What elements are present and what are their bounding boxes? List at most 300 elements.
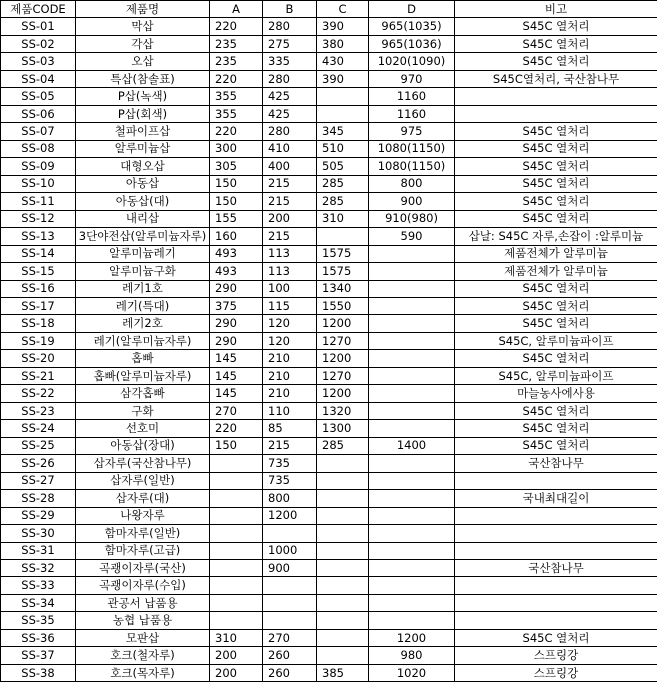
- table-row: [1, 245, 657, 262]
- dimension-a-cell: 493: [210, 263, 263, 280]
- dimension-c-cell: [317, 455, 369, 472]
- product-code-cell: SS-19: [1, 332, 76, 349]
- table-row: [1, 560, 657, 577]
- product-name-cell: P삽(회색): [76, 105, 210, 122]
- dimension-c-cell: 430: [317, 53, 369, 70]
- header-note: 비고: [455, 1, 657, 18]
- dimension-c-cell: 345: [317, 123, 369, 140]
- dimension-b-cell: 425: [263, 105, 317, 122]
- dimension-a-cell: 200: [210, 664, 263, 681]
- dimension-a-cell: 220: [210, 123, 263, 140]
- product-name-cell: 레기(알루미늄자루): [76, 332, 210, 349]
- dimension-d-cell: 1080(1150): [369, 140, 455, 157]
- dimension-a-cell: 300: [210, 140, 263, 157]
- dimension-a-cell: 220: [210, 70, 263, 87]
- table-row: [1, 455, 657, 472]
- product-code-cell: SS-05: [1, 88, 76, 105]
- product-code-cell: SS-35: [1, 612, 76, 629]
- dimension-b-cell: 120: [263, 332, 317, 349]
- note-cell: S45C 열처리: [455, 123, 657, 140]
- dimension-c-cell: 1200: [317, 315, 369, 332]
- product-name-cell: 관공서 납품용: [76, 594, 210, 611]
- product-name-cell: 막삽: [76, 18, 210, 35]
- product-code-cell: SS-27: [1, 472, 76, 489]
- dimension-c-cell: 510: [317, 140, 369, 157]
- dimension-b-cell: 113: [263, 263, 317, 280]
- product-name-cell: 호크(목자루): [76, 664, 210, 681]
- product-code-cell: SS-28: [1, 490, 76, 507]
- dimension-c-cell: 380: [317, 35, 369, 52]
- product-name-cell: 철파이프삽: [76, 123, 210, 140]
- note-cell: S45C 열처리: [455, 140, 657, 157]
- dimension-c-cell: 1270: [317, 332, 369, 349]
- dimension-c-cell: [317, 577, 369, 594]
- note-cell: 국산참나무: [455, 455, 657, 472]
- product-name-cell: 내리삽: [76, 210, 210, 227]
- dimension-c-cell: 310: [317, 210, 369, 227]
- dimension-a-cell: [210, 472, 263, 489]
- dimension-d-cell: [369, 280, 455, 297]
- note-cell: 국산참나무: [455, 560, 657, 577]
- dimension-b-cell: 280: [263, 123, 317, 140]
- dimension-b-cell: [263, 612, 317, 629]
- note-cell: 스프링강: [455, 664, 657, 681]
- note-cell: S45C 열처리: [455, 315, 657, 332]
- product-code-cell: SS-34: [1, 594, 76, 611]
- dimension-b-cell: 115: [263, 297, 317, 314]
- table-row: [1, 53, 657, 70]
- product-code-cell: SS-26: [1, 455, 76, 472]
- dimension-a-cell: 220: [210, 420, 263, 437]
- dimension-b-cell: 200: [263, 210, 317, 227]
- product-code-cell: SS-16: [1, 280, 76, 297]
- dimension-d-cell: 1400: [369, 437, 455, 454]
- dimension-b-cell: 260: [263, 647, 317, 664]
- dimension-a-cell: 150: [210, 193, 263, 210]
- product-name-cell: 삼각홉빠: [76, 385, 210, 402]
- product-code-cell: SS-02: [1, 35, 76, 52]
- header-row: [1, 1, 657, 18]
- note-cell: [455, 525, 657, 542]
- dimension-a-cell: 160: [210, 228, 263, 245]
- header-c: C: [317, 1, 369, 18]
- dimension-b-cell: 210: [263, 385, 317, 402]
- table-row: [1, 175, 657, 192]
- dimension-b-cell: 735: [263, 455, 317, 472]
- dimension-c-cell: 1200: [317, 385, 369, 402]
- dimension-c-cell: 285: [317, 437, 369, 454]
- product-name-cell: 홉빠(알루미늄자루): [76, 367, 210, 384]
- dimension-a-cell: 290: [210, 332, 263, 349]
- dimension-a-cell: 493: [210, 245, 263, 262]
- dimension-d-cell: [369, 507, 455, 524]
- dimension-c-cell: [317, 472, 369, 489]
- table-row: [1, 70, 657, 87]
- note-cell: S45C 열처리: [455, 175, 657, 192]
- note-cell: 마늘농사에사용: [455, 385, 657, 402]
- note-cell: [455, 542, 657, 559]
- product-name-cell: 레기2호: [76, 315, 210, 332]
- dimension-d-cell: [369, 525, 455, 542]
- dimension-b-cell: [263, 525, 317, 542]
- dimension-d-cell: [369, 490, 455, 507]
- header-product-code: 제품CODE: [1, 1, 76, 18]
- dimension-c-cell: 1575: [317, 263, 369, 280]
- product-name-cell: 알루미늄구화: [76, 263, 210, 280]
- product-name-cell: 대형오삽: [76, 158, 210, 175]
- dimension-a-cell: [210, 577, 263, 594]
- dimension-d-cell: [369, 594, 455, 611]
- product-code-cell: SS-15: [1, 263, 76, 280]
- dimension-c-cell: [317, 612, 369, 629]
- product-code-cell: SS-06: [1, 105, 76, 122]
- dimension-d-cell: 970: [369, 70, 455, 87]
- dimension-a-cell: 145: [210, 350, 263, 367]
- table-row: [1, 123, 657, 140]
- table-row: [1, 612, 657, 629]
- header-d: D: [369, 1, 455, 18]
- dimension-d-cell: [369, 350, 455, 367]
- note-cell: S45C 열처리: [455, 402, 657, 419]
- dimension-c-cell: [317, 542, 369, 559]
- dimension-d-cell: [369, 577, 455, 594]
- product-code-cell: SS-14: [1, 245, 76, 262]
- table-row: [1, 664, 657, 681]
- product-code-cell: SS-17: [1, 297, 76, 314]
- dimension-b-cell: 425: [263, 88, 317, 105]
- note-cell: S45C 열처리: [455, 53, 657, 70]
- dimension-b-cell: 410: [263, 140, 317, 157]
- product-code-cell: SS-10: [1, 175, 76, 192]
- note-cell: S45C 열처리: [455, 350, 657, 367]
- dimension-a-cell: 235: [210, 53, 263, 70]
- dimension-c-cell: [317, 507, 369, 524]
- dimension-a-cell: 355: [210, 105, 263, 122]
- note-cell: 스프링강: [455, 647, 657, 664]
- dimension-d-cell: [369, 263, 455, 280]
- dimension-a-cell: [210, 507, 263, 524]
- dimension-c-cell: 1300: [317, 420, 369, 437]
- table-row: [1, 542, 657, 559]
- dimension-b-cell: 215: [263, 193, 317, 210]
- product-name-cell: 3단야전삽(알루미늄자루): [76, 228, 210, 245]
- table-row: [1, 263, 657, 280]
- note-cell: S45C 열처리: [455, 297, 657, 314]
- table-row: [1, 420, 657, 437]
- product-name-cell: 알루미늄삽: [76, 140, 210, 157]
- dimension-c-cell: 1320: [317, 402, 369, 419]
- dimension-b-cell: 280: [263, 70, 317, 87]
- product-code-cell: SS-22: [1, 385, 76, 402]
- dimension-c-cell: [317, 88, 369, 105]
- product-name-cell: 각삽: [76, 35, 210, 52]
- product-name-cell: 호크(철자루): [76, 647, 210, 664]
- dimension-d-cell: [369, 560, 455, 577]
- dimension-b-cell: 1200: [263, 507, 317, 524]
- dimension-c-cell: 390: [317, 18, 369, 35]
- dimension-d-cell: 1160: [369, 105, 455, 122]
- product-code-cell: SS-31: [1, 542, 76, 559]
- product-name-cell: 함마자루(고급): [76, 542, 210, 559]
- product-code-cell: SS-09: [1, 158, 76, 175]
- dimension-d-cell: [369, 315, 455, 332]
- dimension-b-cell: 270: [263, 629, 317, 646]
- product-code-cell: SS-21: [1, 367, 76, 384]
- product-code-cell: SS-11: [1, 193, 76, 210]
- dimension-b-cell: 275: [263, 35, 317, 52]
- note-cell: [455, 577, 657, 594]
- table-row: [1, 647, 657, 664]
- dimension-a-cell: 310: [210, 629, 263, 646]
- product-code-cell: SS-04: [1, 70, 76, 87]
- dimension-d-cell: [369, 455, 455, 472]
- table-row: [1, 18, 657, 35]
- dimension-a-cell: 145: [210, 367, 263, 384]
- table-row: [1, 140, 657, 157]
- product-name-cell: 아동삽: [76, 175, 210, 192]
- dimension-d-cell: [369, 332, 455, 349]
- header-product-name: 제품명: [76, 1, 210, 18]
- dimension-c-cell: 285: [317, 193, 369, 210]
- note-cell: S45C 열처리: [455, 629, 657, 646]
- dimension-c-cell: [317, 490, 369, 507]
- table-row: [1, 210, 657, 227]
- dimension-a-cell: 375: [210, 297, 263, 314]
- product-code-cell: SS-18: [1, 315, 76, 332]
- dimension-d-cell: 1080(1150): [369, 158, 455, 175]
- product-code-cell: SS-37: [1, 647, 76, 664]
- table-row: [1, 472, 657, 489]
- note-cell: S45C 열처리: [455, 193, 657, 210]
- note-cell: 제품전체가 알루미늄: [455, 245, 657, 262]
- product-name-cell: 삽자루(대): [76, 490, 210, 507]
- product-code-cell: SS-30: [1, 525, 76, 542]
- product-code-cell: SS-36: [1, 629, 76, 646]
- dimension-b-cell: 120: [263, 315, 317, 332]
- note-cell: [455, 594, 657, 611]
- product-code-cell: SS-25: [1, 437, 76, 454]
- table-row: [1, 193, 657, 210]
- note-cell: [455, 88, 657, 105]
- header-a: A: [210, 1, 263, 18]
- dimension-b-cell: 800: [263, 490, 317, 507]
- dimension-c-cell: [317, 105, 369, 122]
- product-code-cell: SS-13: [1, 228, 76, 245]
- dimension-b-cell: 215: [263, 437, 317, 454]
- dimension-a-cell: [210, 525, 263, 542]
- table-row: [1, 367, 657, 384]
- dimension-b-cell: 260: [263, 664, 317, 681]
- dimension-d-cell: 590: [369, 228, 455, 245]
- dimension-b-cell: 100: [263, 280, 317, 297]
- product-name-cell: 모판삽: [76, 629, 210, 646]
- dimension-d-cell: [369, 612, 455, 629]
- table-row: [1, 315, 657, 332]
- product-code-cell: SS-20: [1, 350, 76, 367]
- dimension-b-cell: 215: [263, 175, 317, 192]
- dimension-d-cell: 975: [369, 123, 455, 140]
- table-row: [1, 594, 657, 611]
- dimension-d-cell: [369, 367, 455, 384]
- dimension-d-cell: 1020(1090): [369, 53, 455, 70]
- product-name-cell: 아동삽(장대): [76, 437, 210, 454]
- dimension-a-cell: [210, 594, 263, 611]
- dimension-a-cell: [210, 455, 263, 472]
- dimension-c-cell: 390: [317, 70, 369, 87]
- dimension-c-cell: [317, 525, 369, 542]
- product-name-cell: 알루미늄레기: [76, 245, 210, 262]
- dimension-c-cell: [317, 594, 369, 611]
- product-code-cell: SS-23: [1, 402, 76, 419]
- dimension-d-cell: 910(980): [369, 210, 455, 227]
- note-cell: [455, 507, 657, 524]
- dimension-c-cell: [317, 647, 369, 664]
- product-name-cell: 레기1호: [76, 280, 210, 297]
- dimension-c-cell: 1575: [317, 245, 369, 262]
- product-name-cell: 삽자루(국산참나무): [76, 455, 210, 472]
- dimension-b-cell: 280: [263, 18, 317, 35]
- product-code-cell: SS-01: [1, 18, 76, 35]
- note-cell: S45C 열처리: [455, 158, 657, 175]
- product-name-cell: 아동삽(대): [76, 193, 210, 210]
- dimension-d-cell: 800: [369, 175, 455, 192]
- note-cell: S45C 열처리: [455, 35, 657, 52]
- dimension-d-cell: 900: [369, 193, 455, 210]
- dimension-a-cell: 290: [210, 280, 263, 297]
- dimension-b-cell: 210: [263, 350, 317, 367]
- product-code-cell: SS-32: [1, 560, 76, 577]
- dimension-a-cell: 290: [210, 315, 263, 332]
- product-name-cell: 곡괭이자루(수입): [76, 577, 210, 594]
- product-name-cell: 함마자루(일반): [76, 525, 210, 542]
- dimension-c-cell: 505: [317, 158, 369, 175]
- dimension-d-cell: [369, 472, 455, 489]
- dimension-d-cell: 1160: [369, 88, 455, 105]
- table-row: [1, 228, 657, 245]
- dimension-d-cell: [369, 297, 455, 314]
- note-cell: 제품전체가 알루미늄: [455, 263, 657, 280]
- product-code-cell: SS-08: [1, 140, 76, 157]
- dimension-c-cell: 1340: [317, 280, 369, 297]
- table-row: [1, 88, 657, 105]
- dimension-b-cell: 400: [263, 158, 317, 175]
- table-row: [1, 35, 657, 52]
- dimension-b-cell: 110: [263, 402, 317, 419]
- note-cell: 삽날: S45C 자루,손잡이 :알루미늄: [455, 228, 657, 245]
- product-code-cell: SS-29: [1, 507, 76, 524]
- product-name-cell: 곡괭이자루(국산): [76, 560, 210, 577]
- dimension-b-cell: 210: [263, 367, 317, 384]
- dimension-b-cell: 735: [263, 472, 317, 489]
- product-code-cell: SS-38: [1, 664, 76, 681]
- table-row: [1, 402, 657, 419]
- table-row: [1, 280, 657, 297]
- dimension-a-cell: 145: [210, 385, 263, 402]
- dimension-a-cell: 200: [210, 647, 263, 664]
- dimension-d-cell: [369, 420, 455, 437]
- dimension-d-cell: [369, 402, 455, 419]
- dimension-c-cell: 1270: [317, 367, 369, 384]
- note-cell: S45C, 알루미늄파이프: [455, 332, 657, 349]
- note-cell: S45C, 알루미늄파이프: [455, 367, 657, 384]
- dimension-a-cell: 270: [210, 402, 263, 419]
- table-row: [1, 105, 657, 122]
- product-code-cell: SS-24: [1, 420, 76, 437]
- dimension-a-cell: [210, 560, 263, 577]
- dimension-d-cell: 965(1035): [369, 18, 455, 35]
- dimension-b-cell: 113: [263, 245, 317, 262]
- dimension-c-cell: 1550: [317, 297, 369, 314]
- table-row: [1, 577, 657, 594]
- product-name-cell: 홉빠: [76, 350, 210, 367]
- note-cell: S45C 열처리: [455, 420, 657, 437]
- table-row: [1, 385, 657, 402]
- product-name-cell: 삽자루(일반): [76, 472, 210, 489]
- dimension-c-cell: [317, 228, 369, 245]
- product-name-cell: 오삽: [76, 53, 210, 70]
- dimension-c-cell: 1200: [317, 350, 369, 367]
- product-name-cell: 특삽(참솔표): [76, 70, 210, 87]
- dimension-a-cell: [210, 490, 263, 507]
- dimension-d-cell: 965(1036): [369, 35, 455, 52]
- dimension-a-cell: 150: [210, 437, 263, 454]
- dimension-a-cell: 355: [210, 88, 263, 105]
- table-row: [1, 332, 657, 349]
- dimension-b-cell: 1000: [263, 542, 317, 559]
- product-name-cell: 구화: [76, 402, 210, 419]
- dimension-a-cell: 220: [210, 18, 263, 35]
- dimension-b-cell: [263, 594, 317, 611]
- table-row: [1, 297, 657, 314]
- dimension-b-cell: [263, 577, 317, 594]
- dimension-c-cell: [317, 560, 369, 577]
- table-row: [1, 629, 657, 646]
- product-name-cell: 나왕자루: [76, 507, 210, 524]
- dimension-d-cell: 980: [369, 647, 455, 664]
- note-cell: S45C 열처리: [455, 18, 657, 35]
- product-name-cell: 레기(특대): [76, 297, 210, 314]
- dimension-b-cell: 85: [263, 420, 317, 437]
- dimension-b-cell: 215: [263, 228, 317, 245]
- note-cell: S45C열처리, 국산참나무: [455, 70, 657, 87]
- table-row: [1, 507, 657, 524]
- table-row: [1, 490, 657, 507]
- product-code-cell: SS-03: [1, 53, 76, 70]
- table-row: [1, 437, 657, 454]
- dimension-d-cell: [369, 542, 455, 559]
- dimension-a-cell: 235: [210, 35, 263, 52]
- dimension-b-cell: 335: [263, 53, 317, 70]
- dimension-a-cell: [210, 542, 263, 559]
- product-name-cell: 선호미: [76, 420, 210, 437]
- product-code-cell: SS-07: [1, 123, 76, 140]
- note-cell: S45C 열처리: [455, 280, 657, 297]
- dimension-a-cell: 155: [210, 210, 263, 227]
- dimension-d-cell: 1200: [369, 629, 455, 646]
- dimension-b-cell: 900: [263, 560, 317, 577]
- note-cell: S45C 열처리: [455, 437, 657, 454]
- product-code-cell: SS-33: [1, 577, 76, 594]
- table-row: [1, 525, 657, 542]
- note-cell: [455, 612, 657, 629]
- note-cell: S45C 열처리: [455, 210, 657, 227]
- note-cell: [455, 472, 657, 489]
- dimension-d-cell: [369, 385, 455, 402]
- product-name-cell: P삽(녹색): [76, 88, 210, 105]
- dimension-c-cell: [317, 629, 369, 646]
- note-cell: [455, 105, 657, 122]
- product-name-cell: 농협 납품용: [76, 612, 210, 629]
